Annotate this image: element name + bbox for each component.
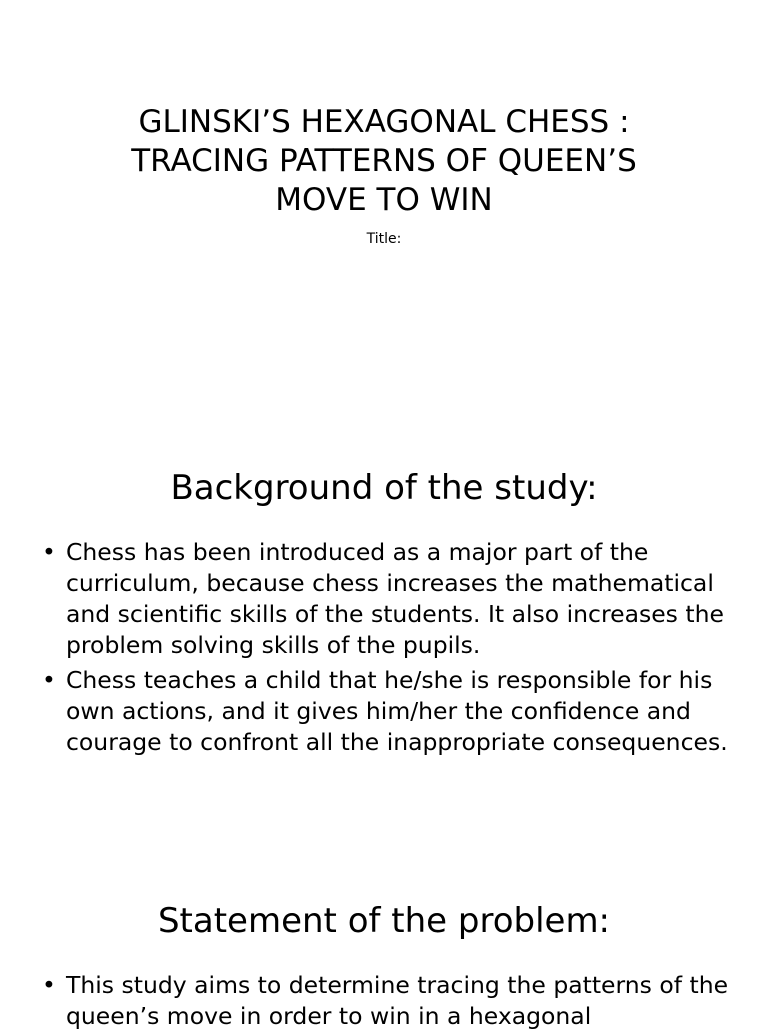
- title-line: GLINSKI’S HEXAGONAL CHESS :: [138, 104, 630, 140]
- bullet-dot-icon: •: [42, 538, 56, 566]
- bullet-text: Chess teaches a child that he/she is responsible for his own actions, and it gives him/her the confidence and courage to confront all the inappropriate consequences.: [66, 666, 728, 756]
- title-line: MOVE TO WIN: [275, 182, 493, 218]
- bullet-text: Chess has been introduced as a major part of the curriculum, because chess increases the mathematical and scientific skills of the students. It also increases the problem solving skills of the pupils.: [66, 538, 724, 659]
- problem-bullet-list: [40, 970, 730, 1036]
- slide-title: [60, 103, 708, 220]
- list-item: [40, 665, 730, 758]
- title-line: TRACING PATTERNS OF QUEEN’S: [131, 143, 637, 179]
- bullet-text: This study aims to determine tracing the patterns of the queen’s move in order to win in a hexagonal: [66, 971, 729, 1030]
- bullet-dot-icon: •: [42, 971, 56, 999]
- list-item: [40, 970, 730, 1032]
- slide-subtitle: Title:: [366, 231, 402, 247]
- problem-heading: Statement of the problem:: [157, 901, 611, 941]
- background-heading: Background of the study:: [170, 468, 598, 508]
- background-bullet-list: [40, 537, 730, 762]
- list-item: [40, 537, 730, 661]
- bullet-dot-icon: •: [42, 666, 56, 694]
